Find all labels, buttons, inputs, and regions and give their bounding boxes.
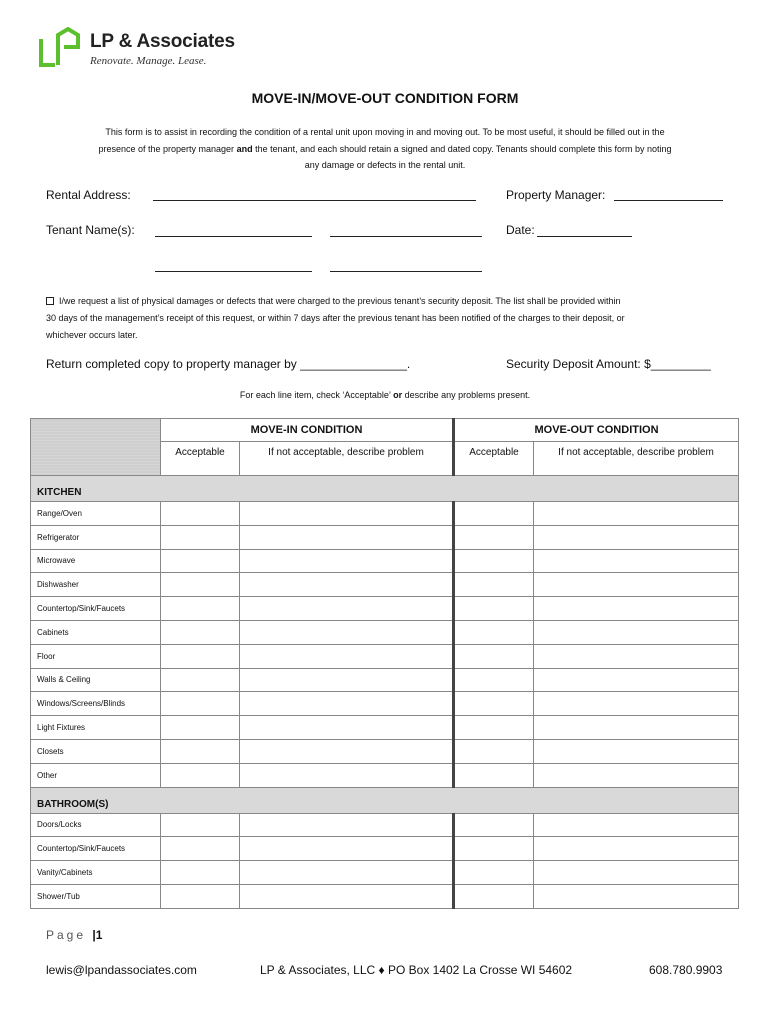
move-out-problem-cell[interactable] <box>534 692 739 716</box>
page-number: Page |1 <box>46 928 103 942</box>
move-in-problem-cell[interactable] <box>240 837 454 861</box>
item-label: Vanity/Cabinets <box>31 861 161 885</box>
item-label: Doors/Locks <box>31 813 161 837</box>
move-in-problem-cell[interactable] <box>240 573 454 597</box>
move-out-problem-cell[interactable] <box>534 597 739 621</box>
move-out-acceptable-cell[interactable] <box>454 549 534 573</box>
move-in-problem-cell[interactable] <box>240 692 454 716</box>
move-out-acceptable-cell[interactable] <box>454 620 534 644</box>
item-label: Cabinets <box>31 620 161 644</box>
item-label: Countertop/Sink/Faucets <box>31 597 161 621</box>
move-in-problem-cell[interactable] <box>240 739 454 763</box>
move-out-problem-header: If not acceptable, describe problem <box>534 442 739 476</box>
table-row <box>31 502 739 526</box>
move-in-acceptable-cell[interactable] <box>161 644 240 668</box>
move-in-acceptable-cell[interactable] <box>161 837 240 861</box>
move-in-problem-cell[interactable] <box>240 884 454 908</box>
company-logo <box>38 27 268 71</box>
move-out-problem-cell[interactable] <box>534 716 739 740</box>
tenant-name-field-4[interactable] <box>330 271 482 272</box>
date-field[interactable] <box>537 236 632 237</box>
move-in-problem-cell[interactable] <box>240 620 454 644</box>
return-copy-instruction: Return completed copy to property manager by ________________. <box>46 357 411 371</box>
intro-line-2: presence of the property manager and the tenant, and each should retain a signed and dated copy. Tenants should complete this form by noting <box>98 143 672 154</box>
item-label: Walls & Ceiling <box>31 668 161 692</box>
move-out-acceptable-cell[interactable] <box>454 813 534 837</box>
move-out-problem-cell[interactable] <box>534 668 739 692</box>
table-row <box>31 573 739 597</box>
move-in-problem-cell[interactable] <box>240 502 454 526</box>
company-name: LP & Associates <box>90 31 235 52</box>
move-in-acceptable-cell[interactable] <box>161 573 240 597</box>
section-heading: KITCHEN <box>31 476 739 502</box>
item-label: Countertop/Sink/Faucets <box>31 837 161 861</box>
move-in-problem-cell[interactable] <box>240 668 454 692</box>
move-in-acceptable-cell[interactable] <box>161 692 240 716</box>
table-row <box>31 884 739 908</box>
item-label: Dishwasher <box>31 573 161 597</box>
request-line-1: I/we request a list of physical damages or defects that were charged to the previous tenant’s security deposit. The list shall be provided within <box>59 296 621 306</box>
move-out-problem-cell[interactable] <box>534 884 739 908</box>
move-in-problem-cell[interactable] <box>240 549 454 573</box>
item-label: Light Fixtures <box>31 716 161 740</box>
move-out-acceptable-cell[interactable] <box>454 597 534 621</box>
tenant-name-field-3[interactable] <box>155 271 312 272</box>
move-in-acceptable-cell[interactable] <box>161 549 240 573</box>
move-in-problem-cell[interactable] <box>240 644 454 668</box>
table-row <box>31 525 739 549</box>
table-row <box>31 692 739 716</box>
section-row <box>31 476 739 502</box>
move-out-acceptable-cell[interactable] <box>454 837 534 861</box>
section-row <box>31 787 739 813</box>
move-out-problem-cell[interactable] <box>534 644 739 668</box>
company-tagline: Renovate. Manage. Lease. <box>90 55 207 67</box>
item-label: Windows/Screens/Blinds <box>31 692 161 716</box>
item-label: Range/Oven <box>31 502 161 526</box>
move-in-header: MOVE-IN CONDITION <box>161 419 454 442</box>
move-in-problem-cell[interactable] <box>240 813 454 837</box>
item-label: Microwave <box>31 549 161 573</box>
request-line-3: whichever occurs later. <box>46 330 138 340</box>
move-out-problem-cell[interactable] <box>534 837 739 861</box>
move-out-acceptable-cell[interactable] <box>454 525 534 549</box>
table-row <box>31 861 739 885</box>
move-in-acceptable-cell[interactable] <box>161 716 240 740</box>
table-row <box>31 620 739 644</box>
date-label: Date: <box>506 223 535 237</box>
move-in-problem-cell[interactable] <box>240 763 454 787</box>
request-line-2: 30 days of the management’s receipt of this request, or within 7 days after the previous tenant has been notified of the charges to their deposit, or <box>46 313 625 323</box>
move-out-acceptable-cell[interactable] <box>454 884 534 908</box>
move-in-acceptable-cell[interactable] <box>161 620 240 644</box>
rental-address-label: Rental Address: <box>46 188 131 202</box>
tenant-name-field-2[interactable] <box>330 236 482 237</box>
intro-paragraph <box>40 124 730 174</box>
table-row <box>31 644 739 668</box>
move-in-problem-cell[interactable] <box>240 597 454 621</box>
move-out-acceptable-cell[interactable] <box>454 644 534 668</box>
tenant-names-label: Tenant Name(s): <box>46 223 135 237</box>
deposit-list-request <box>46 293 736 344</box>
move-in-acceptable-cell[interactable] <box>161 668 240 692</box>
security-deposit-label: Security Deposit Amount: $_________ <box>506 357 711 371</box>
section-heading: BATHROOM(S) <box>31 787 739 813</box>
table-row <box>31 668 739 692</box>
move-in-acceptable-cell[interactable] <box>161 525 240 549</box>
move-out-acceptable-cell[interactable] <box>454 716 534 740</box>
move-out-problem-cell[interactable] <box>534 549 739 573</box>
move-out-acceptable-cell[interactable] <box>454 763 534 787</box>
tenant-name-field-1[interactable] <box>155 236 312 237</box>
move-out-problem-cell[interactable] <box>534 502 739 526</box>
item-label: Other <box>31 763 161 787</box>
table-row <box>31 549 739 573</box>
move-out-acceptable-header: Acceptable <box>454 442 534 476</box>
table-row <box>31 837 739 861</box>
intro-line-3: any damage or defects in the rental unit. <box>304 160 466 170</box>
form-title: MOVE-IN/MOVE-OUT CONDITION FORM <box>251 90 519 106</box>
table-row <box>31 716 739 740</box>
lp-house-icon <box>38 27 80 69</box>
table-corner <box>31 419 161 476</box>
move-in-acceptable-cell[interactable] <box>161 813 240 837</box>
move-out-acceptable-cell[interactable] <box>454 573 534 597</box>
move-out-problem-cell[interactable] <box>534 813 739 837</box>
move-in-acceptable-cell[interactable] <box>161 502 240 526</box>
property-manager-label: Property Manager: <box>506 188 606 202</box>
footer-email[interactable]: lewis@lpandassociates.com <box>46 963 197 977</box>
move-in-acceptable-cell[interactable] <box>161 739 240 763</box>
move-in-acceptable-cell[interactable] <box>161 597 240 621</box>
move-out-problem-cell[interactable] <box>534 739 739 763</box>
item-label: Shower/Tub <box>31 884 161 908</box>
item-label: Refrigerator <box>31 525 161 549</box>
move-out-header: MOVE-OUT CONDITION <box>454 419 739 442</box>
move-out-acceptable-cell[interactable] <box>454 692 534 716</box>
condition-table <box>30 418 739 909</box>
move-in-problem-header: If not acceptable, describe problem <box>240 442 454 476</box>
item-label: Closets <box>31 739 161 763</box>
table-instruction: For each line item, check ‘Acceptable’ or describe any problems present. <box>239 390 531 400</box>
move-in-problem-cell[interactable] <box>240 716 454 740</box>
item-label: Floor <box>31 644 161 668</box>
move-out-problem-cell[interactable] <box>534 525 739 549</box>
move-out-problem-cell[interactable] <box>534 620 739 644</box>
move-out-problem-cell[interactable] <box>534 573 739 597</box>
move-out-problem-cell[interactable] <box>534 861 739 885</box>
table-row <box>31 763 739 787</box>
move-in-problem-cell[interactable] <box>240 861 454 885</box>
move-in-acceptable-cell[interactable] <box>161 884 240 908</box>
move-out-acceptable-cell[interactable] <box>454 739 534 763</box>
move-in-acceptable-cell[interactable] <box>161 861 240 885</box>
intro-line-1: This form is to assist in recording the condition of a rental unit upon moving in and moving out. To be most useful, it should be filled out in the <box>105 127 665 137</box>
rental-address-field[interactable] <box>153 200 476 201</box>
table-row <box>31 739 739 763</box>
property-manager-field[interactable] <box>614 200 723 201</box>
move-in-problem-cell[interactable] <box>240 525 454 549</box>
move-out-problem-cell[interactable] <box>534 763 739 787</box>
move-in-acceptable-header: Acceptable <box>161 442 240 476</box>
move-in-acceptable-cell[interactable] <box>161 763 240 787</box>
move-out-acceptable-cell[interactable] <box>454 861 534 885</box>
request-checkbox[interactable] <box>46 297 54 305</box>
footer-phone: 608.780.9903 <box>649 963 723 977</box>
table-row <box>31 597 739 621</box>
footer-address: LP & Associates, LLC ♦ PO Box 1402 La Crosse WI 54602 <box>260 963 573 977</box>
move-out-acceptable-cell[interactable] <box>454 668 534 692</box>
table-row <box>31 813 739 837</box>
move-out-acceptable-cell[interactable] <box>454 502 534 526</box>
